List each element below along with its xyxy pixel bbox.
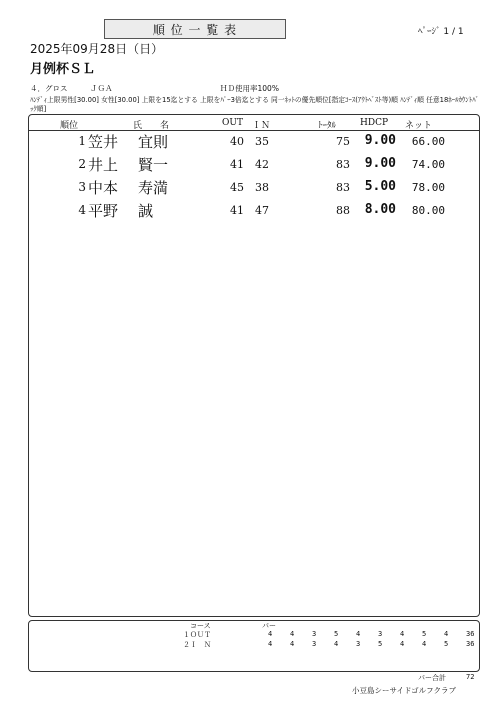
- club-name: 小豆島シーサイドゴルフクラブ: [352, 686, 456, 695]
- in-score: 47: [255, 204, 269, 217]
- par-cell: 4: [334, 640, 339, 648]
- hdcp: 8.00: [364, 202, 396, 217]
- net-score: 78.00: [411, 181, 445, 194]
- col-name: 氏 名: [133, 121, 170, 131]
- par-cell: 3: [378, 630, 383, 638]
- total-score: 88: [336, 204, 350, 217]
- par-cell: 4: [400, 640, 405, 648]
- table-row[interactable]: [0, 176, 500, 199]
- total-score: 83: [336, 158, 350, 171]
- par-total-label: パー合計: [418, 674, 446, 682]
- handicap-rules: ﾊﾝﾃﾞｨ上限男性[30.00] 女性[30.00] 上限を15迄とする 上限をﾊﾟｰ3倍迄とする 同一ﾈｯﾄの優先順位[指定ｺｰｽ(ｱｳﾄﾍﾞｽﾄ等)順 ﾊﾝﾃﾞｨ順 任意18ﾎｰﾙｶｳﾝﾄﾊﾞｯｸ順]: [30, 96, 479, 113]
- par-total-out: 36: [466, 630, 475, 638]
- first-name: 寿満: [138, 179, 169, 197]
- in-score: 35: [255, 135, 269, 148]
- par-cell: 3: [312, 640, 317, 648]
- rank: 3: [78, 180, 86, 194]
- table-row[interactable]: [0, 153, 500, 176]
- handicap-rate: ＨＤ使用率100%: [220, 84, 279, 93]
- competition-date: 2025年09月28日（日）: [30, 42, 164, 56]
- par-cell: 4: [356, 630, 361, 638]
- last-name: 井上: [88, 156, 119, 174]
- col-total: ﾄｰﾀﾙ: [318, 121, 337, 131]
- out-score: 41: [230, 204, 244, 217]
- first-name: 宜則: [138, 133, 169, 151]
- out-score: 45: [230, 181, 244, 194]
- course-par-frame: [28, 620, 480, 672]
- course-in-name: ２Ｉ Ｎ: [183, 641, 211, 649]
- last-name: 中本: [88, 179, 119, 197]
- par-cell: 4: [290, 640, 295, 648]
- par-cell: 5: [422, 630, 427, 638]
- last-name: 笠井: [88, 133, 119, 151]
- hdcp: 9.00: [364, 156, 396, 171]
- net-score: 66.00: [411, 135, 445, 148]
- par-cell: 5: [378, 640, 383, 648]
- par-cell: 4: [268, 630, 273, 638]
- in-score: 38: [255, 181, 269, 194]
- first-name: 誠: [138, 202, 154, 220]
- net-score: 74.00: [411, 158, 445, 171]
- hdcp: 9.00: [364, 133, 396, 148]
- par-cell: 4: [268, 640, 273, 648]
- rank: 2: [78, 157, 86, 171]
- event-name: 月例杯ＳＬ: [30, 62, 96, 77]
- par-cell: 5: [444, 640, 449, 648]
- table-row[interactable]: [0, 199, 500, 222]
- par-cell: 4: [444, 630, 449, 638]
- out-score: 41: [230, 158, 244, 171]
- par-total-in: 36: [466, 640, 475, 648]
- page-number: ﾍﾟｰｼﾞ 1 / 1: [418, 27, 464, 37]
- col-out: OUT: [222, 118, 243, 128]
- col-net: ネット: [405, 121, 433, 131]
- par-cell: 3: [312, 630, 317, 638]
- out-score: 40: [230, 135, 244, 148]
- hdcp: 5.00: [364, 179, 396, 194]
- par-label: パー: [262, 622, 276, 630]
- in-score: 42: [255, 158, 269, 171]
- last-name: 平野: [88, 202, 119, 220]
- scoring-mode: ４．グロス ＪＧＡ: [30, 84, 113, 93]
- net-score: 80.00: [411, 204, 445, 217]
- first-name: 賢一: [138, 156, 169, 174]
- col-in: ＩＮ: [252, 121, 271, 131]
- course-out-name: １ＯＵＴ: [183, 631, 211, 639]
- par-cell: 4: [290, 630, 295, 638]
- par-total-value: 72: [466, 673, 475, 681]
- col-hdcp: HDCP: [360, 118, 389, 128]
- par-cell: 3: [356, 640, 361, 648]
- rank: 4: [78, 203, 86, 217]
- total-score: 75: [336, 135, 350, 148]
- par-cell: 4: [422, 640, 427, 648]
- page-title: 順 位 一 覧 表: [104, 19, 286, 39]
- table-row[interactable]: [0, 130, 500, 153]
- total-score: 83: [336, 181, 350, 194]
- par-cell: 4: [400, 630, 405, 638]
- rank: 1: [78, 134, 86, 148]
- course-label: コース: [190, 622, 211, 630]
- col-rank: 順位: [60, 121, 79, 131]
- par-cell: 5: [334, 630, 339, 638]
